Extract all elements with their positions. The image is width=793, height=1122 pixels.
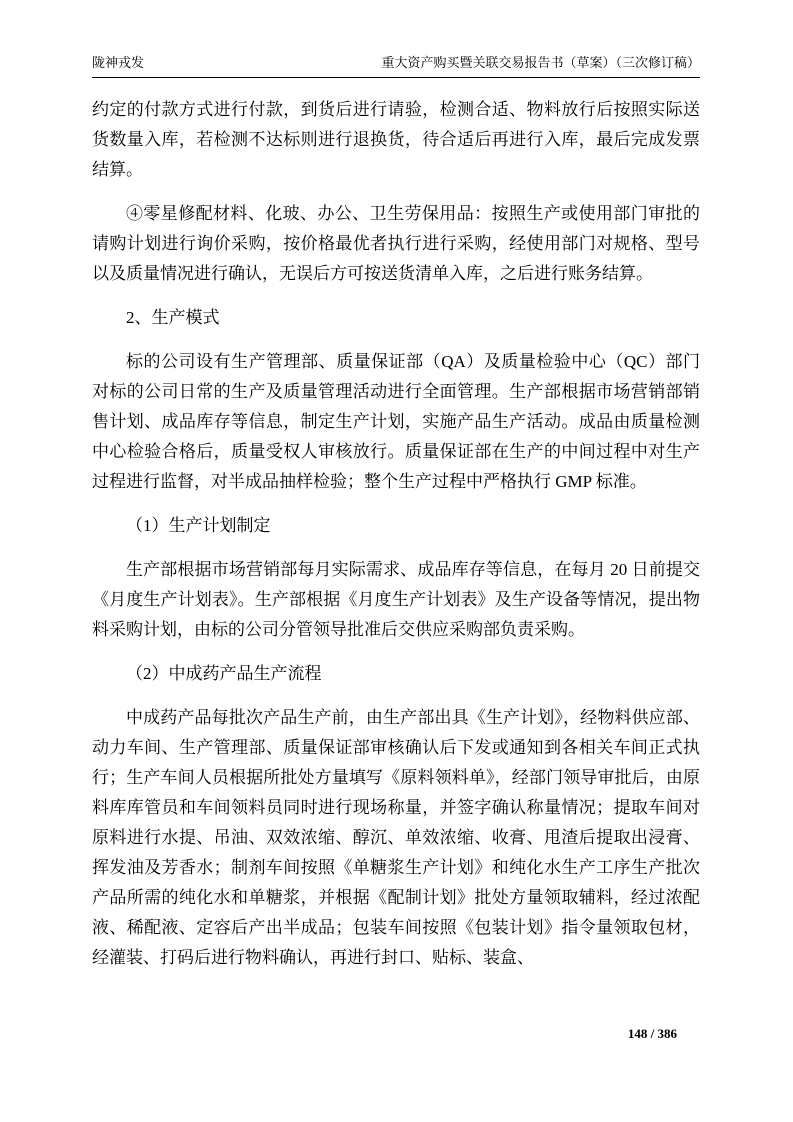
header-company-name: 陇神戎发 (92, 55, 145, 70)
section-heading-production-model: 2、生产模式 (126, 308, 220, 327)
paragraph-tcm-process-detail: 中成药产品每批次产品生产前，由生产部出具《生产计划》，经物料供应部、动力车间、生产管理部、质量保证部审核确认后下发或通知到各相关车间正式执行；生产车间人员根据所批处方量填写《原料领料单》，经部门领导审批后，由原料库库管员和车间领料员同时进行现场称量，并签字确认称量情况；提取车间对原料进行水提、吊油、双效浓缩、醇沉、单效浓缩、收膏、甩渣后提取出浸膏、挥发油及芳香水；制剂车间按照《单糖浆生产计划》和纯化水生产工序生产批次产品所需的纯化水和单糖浆，并根据《配制计划》批处方量领取辅料，经过浓配液、稀配液、定容后产出半成品；包装车间按照《包装计划》指令量领取包材，经灌装、打码后进行物料确认，再进行封口、贴标、装盒、 (92, 708, 700, 967)
subsection-heading-production-plan: （1）生产计划制定 (126, 516, 271, 535)
page-header (92, 54, 700, 78)
paragraph-production-plan-detail: 生产部根据市场营销部每月实际需求、成品库存等信息，在每月 20 日前提交《月度生产计划表》。生产部根据《月度生产计划表》及生产设备等情况，提出物料采购计划，由标的公司分管领导批准后交供应采购部负责采购。 (92, 560, 700, 639)
header-report-title: 重大资产购买暨关联交易报告书（草案）（三次修订稿） (381, 55, 700, 70)
paragraph-payment-continuation: 约定的付款方式进行付款，到货后进行请验，检测合适、物料放行后按照实际送货数量入库，若检测不达标则进行退换货，待合适后再进行入库，最后完成发票结算。 (92, 100, 700, 179)
subsection-heading-tcm-process: （2）中成药产品生产流程 (126, 664, 322, 683)
paragraph-production-management: 标的公司设有生产管理部、质量保证部（QA）及质量检验中心（QC）部门对标的公司日常的生产及质量管理活动进行全面管理。生产部根据市场营销部销售计划、成品库存等信息，制定生产计划，实施产品生产活动。成品由质量检测中心检验合格后，质量受权人审核放行。质量保证部在生产的中间过程中对生产过程进行监督，对半成品抽样检验；整个生产过程中严格执行 GMP 标准。 (92, 352, 700, 491)
page-footer (628, 1026, 677, 1042)
page-number: 148 / 386 (627, 1026, 677, 1041)
document-body (92, 95, 700, 987)
paragraph-misc-materials: ④零星修配材料、化玻、办公、卫生劳保用品：按照生产或使用部门审批的请购计划进行询价采购，按价格最优者执行进行采购，经使用部门对规格、型号以及质量情况进行确认，无误后方可按送货清单入库，之后进行账务结算。 (92, 204, 700, 283)
